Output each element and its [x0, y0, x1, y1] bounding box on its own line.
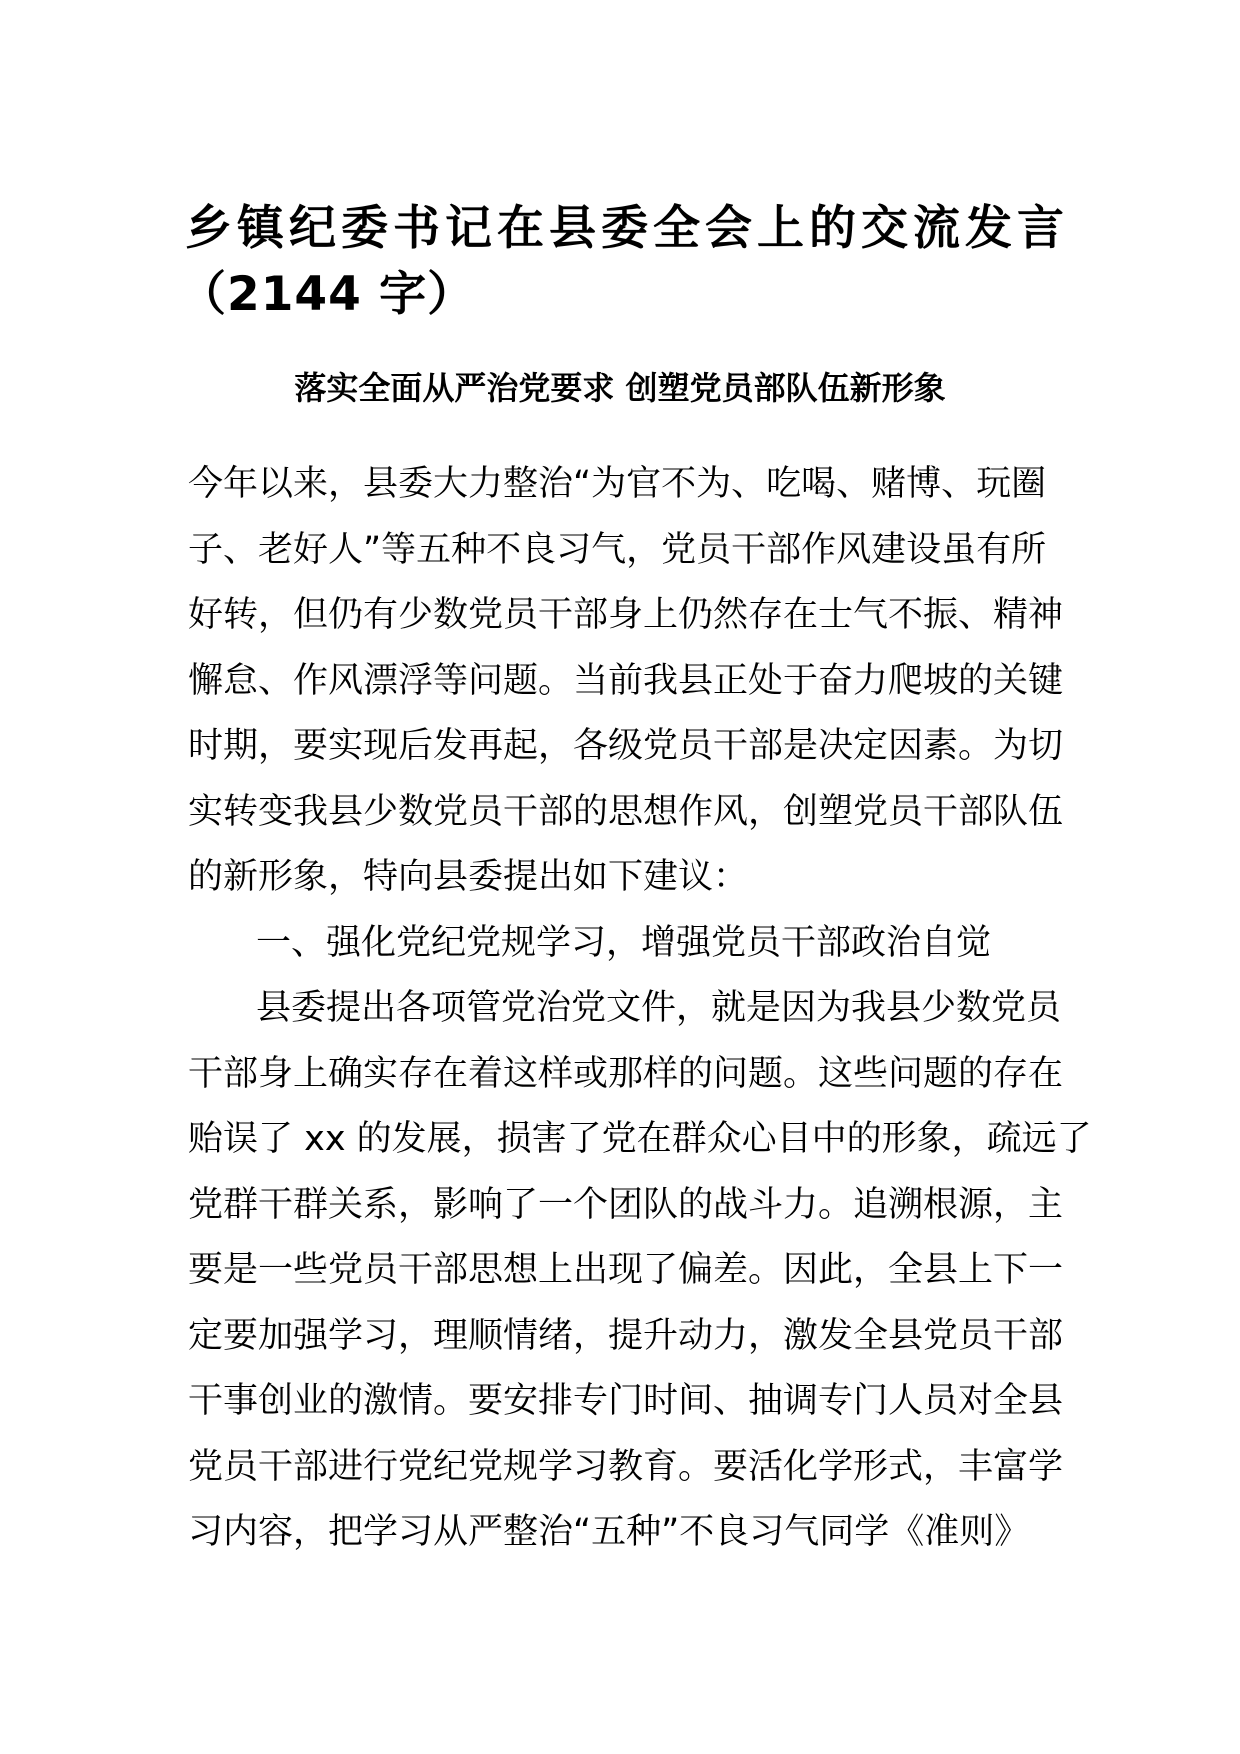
- title-line-1: 乡镇纪委书记在县委全会上的交流发言: [185, 201, 1069, 256]
- document-body: [188, 452, 1092, 1566]
- body-line: 习内容，把学习从严整治“五种”不良习气同学《准则》: [188, 1512, 1030, 1552]
- body-line: 定要加强学习，理顺情绪，提升动力，激发全县党员干部: [188, 1315, 1064, 1356]
- body-line: 懈怠、作风漂浮等问题。当前我县正处于奋力爬坡的关键: [188, 660, 1064, 701]
- body-line: 党群干群关系，影响了一个团队的战斗力。追溯根源，主: [188, 1184, 1064, 1225]
- body-line: 实转变我县少数党员干部的思想作风，创塑党员干部队伍: [188, 791, 1064, 832]
- document-title: [179, 196, 1085, 328]
- body-line: 今年以来，县委大力整治“为官不为、吃喝、赌博、玩圈: [188, 464, 1047, 504]
- body-line: 干事创业的激情。要安排专门时间、抽调专门人员对全县: [188, 1381, 1064, 1421]
- body-line: 好转，但仍有少数党员干部身上仍然存在士气不振、精神: [188, 595, 1064, 635]
- body-line: 干部身上确实存在着这样或那样的问题。这些问题的存在: [188, 1053, 1064, 1094]
- body-line: 要是一些党员干部思想上出现了偏差。因此，全县上下一: [188, 1250, 1064, 1290]
- document-subtitle: 落实全面从严治党要求 创塑党员部队伍新形象: [294, 369, 946, 407]
- body-line: 子、老好人”等五种不良习气，党员干部作风建设虽有所: [188, 529, 1047, 570]
- section-heading: 一、强化党纪党规学习，增强党员干部政治自觉: [256, 922, 992, 963]
- body-line: 时期，要实现后发再起，各级党员干部是决定因素。为切: [188, 726, 1064, 766]
- body-line: 县委提出各项管党治党文件，就是因为我县少数党员: [256, 988, 1062, 1028]
- body-line: 党员干部进行党纪党规学习教育。要活化学形式，丰富学: [188, 1446, 1064, 1487]
- title-line-2: （2144 字）: [179, 267, 476, 322]
- body-line: 贻误了 xx 的发展，损害了党在群众心目中的形象，疏远了: [188, 1119, 1092, 1159]
- body-line: 的新形象，特向县委提出如下建议：: [188, 857, 749, 897]
